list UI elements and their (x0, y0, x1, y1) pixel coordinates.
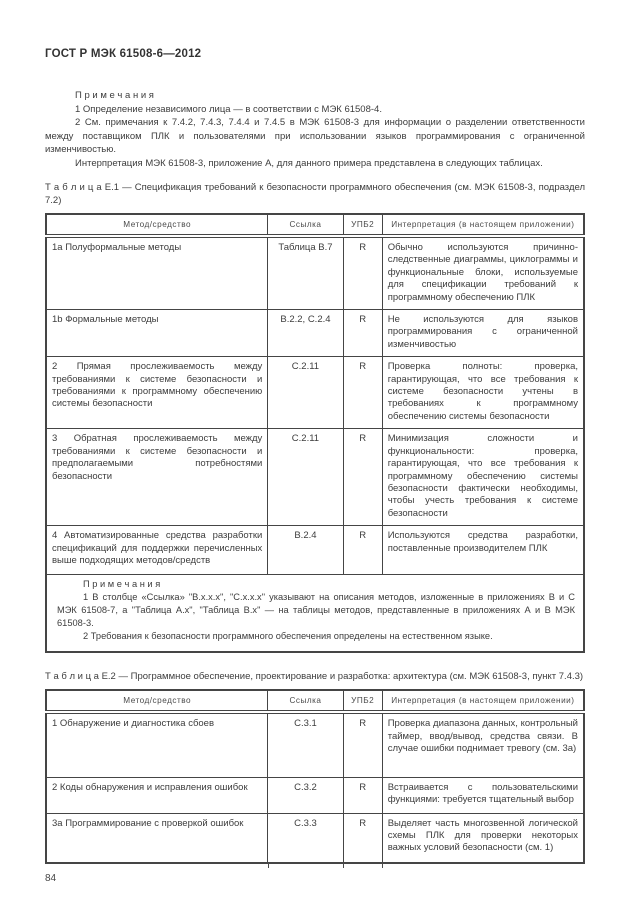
table-continuation-tick (382, 863, 383, 868)
col-header-ref: Ссылка (268, 690, 343, 712)
table-row (46, 236, 584, 310)
cell-sil: R (343, 526, 382, 575)
table-e1-caption: Т а б л и ц а Е.1 — Спецификация требований к безопасности программного обеспечения (см. МЭК 61508-3, подраздел 7.2) (45, 182, 585, 206)
table-row (46, 777, 584, 813)
col-header-method: Метод/средство (46, 214, 268, 236)
cell-method: 2 Прямая прослеживаемость между требованиями к системе безопасности и требованиями к программному обеспечению системы безопасности (46, 357, 268, 429)
table-continuation-tick (268, 863, 269, 868)
col-header-ref: Ссылка (268, 214, 343, 236)
cell-sil: R (343, 310, 382, 357)
cell-ref: Таблица В.7 (268, 236, 343, 310)
cell-method: 3а Программирование с проверкой ошибок (46, 813, 268, 863)
col-header-interp: Интерпретация (в настоящем приложении) (382, 214, 584, 236)
cell-ref: С.3.2 (268, 777, 343, 813)
intro-notes-title: П р и м е ч а н и я (75, 90, 154, 101)
col-header-method: Метод/средство (46, 690, 268, 712)
cell-ref: В.2.4 (268, 526, 343, 575)
cell-ref: С.2.11 (268, 357, 343, 429)
intro-paragraph: Интерпретация МЭК 61508-3, приложение А, для данного примера представлена в следующих таблицах. (75, 157, 543, 169)
cell-sil: R (343, 236, 382, 310)
table-e2-header-row (46, 690, 584, 712)
cell-ref: С.3.1 (268, 712, 343, 777)
table-e1-note-2: 2 Требования к безопасности программного обеспечения определены на естественном языке. (83, 631, 493, 642)
table-continuation-tick (343, 863, 344, 868)
cell-interp: Проверка полноты: проверка, гарантирующая, что все требования к системе безопасности учтены в требованиях к программному обеспечению системы безопасности (382, 357, 584, 429)
doc-header-title: ГОСТ Р МЭК 61508-6—2012 (45, 48, 202, 60)
cell-sil: R (343, 429, 382, 526)
table-e2-wrap (45, 689, 585, 864)
cell-sil: R (343, 712, 382, 777)
intro-note-2: 2 См. примечания к 7.4.2, 7.4.3, 7.4.4 и 7.4.5 в МЭК 61508-3 для информации о разделении ответственности между поставщиком ПЛК и пользователями при использовании языков программирования с ограниченной изменчивостью. (45, 117, 585, 155)
cell-method: 4 Автоматизированные средства разработки спецификаций для поддержки перечисленных выше подходящих методов/средств (46, 526, 268, 575)
table-e1-note-1: 1 В столбце «Ссылка» "В.х.х.х", "С.х.х.х" указывают на описания методов, изложенные в приложениях В и С МЭК 61508-7, а "Таблица А.х", "Таблица В.х" — на таблицы методов, представленные в приложениях А и В МЭК 61508-3. (57, 592, 575, 629)
cell-interp: Встраивается с пользовательскими функциями: требуется тщательный выбор (382, 777, 584, 813)
table-row (46, 357, 584, 429)
cell-ref: С.2.11 (268, 429, 343, 526)
table-e1-header-row (46, 214, 584, 236)
cell-interp: Выделяет часть многозвенной логической схемы ПЛК для проверки некоторых важных условий безопасности (см. 1) (382, 813, 584, 863)
cell-method: 1а Полуформальные методы (46, 236, 268, 310)
cell-interp: Используются средства разработки, поставленные производителем ПЛК (382, 526, 584, 575)
cell-method: 2 Коды обнаружения и исправления ошибок (46, 777, 268, 813)
table-e1-wrap (45, 213, 585, 653)
table-e2 (45, 689, 585, 864)
cell-ref: С.3.3 (268, 813, 343, 863)
cell-sil: R (343, 357, 382, 429)
cell-method: 3 Обратная прослеживаемость между требованиями к системе безопасности и предполагаемыми потребностями безопасности (46, 429, 268, 526)
page-number: 84 (45, 873, 57, 885)
table-e1 (45, 213, 585, 653)
cell-interp: Обычно используются причинно-следственные диаграммы, циклограммы и функциональные блоки, используемые для спецификации требований к программному обеспечению ПЛК (382, 236, 584, 310)
col-header-sil: УПБ2 (343, 690, 382, 712)
cell-sil: R (343, 813, 382, 863)
table-row (46, 526, 584, 575)
col-header-interp: Интерпретация (в настоящем приложении) (382, 690, 584, 712)
cell-interp: Минимизация сложности и функциональности: проверка, гарантирующая, что все требования к программному обеспечению системы безопасности фактически необходимы, чтобы учесть требования к системе безопасности (382, 429, 584, 526)
table-row (46, 310, 584, 357)
cell-sil: R (343, 777, 382, 813)
table-e1-notes-title: П р и м е ч а н и я (83, 579, 161, 590)
cell-ref: В.2.2, С.2.4 (268, 310, 343, 357)
table-row (46, 429, 584, 526)
table-e1-notes-cell (46, 575, 584, 653)
table-notes-row (46, 575, 584, 653)
cell-interp: Не используются для языков программирования с ограниченной изменчивостью (382, 310, 584, 357)
cell-method: 1 Обнаружение и диагностика сбоев (46, 712, 268, 777)
intro-section (45, 89, 585, 170)
table-row (46, 712, 584, 777)
cell-method: 1b Формальные методы (46, 310, 268, 357)
col-header-sil: УПБ2 (343, 214, 382, 236)
table-e2-caption: Т а б л и ц а Е.2 — Программное обеспечение, проектирование и разработка: архитектура (см. МЭК 61508-3, пункт 7.4.3) (45, 671, 584, 683)
cell-interp: Проверка диапазона данных, контрольный таймер, ввод/вывод, средства связи. В случае ошибки поднимает тревогу (см. 3а) (382, 712, 584, 777)
table-row (46, 813, 584, 863)
intro-note-1: 1 Определение независимого лица — в соответствии с МЭК 61508-4. (75, 103, 382, 115)
